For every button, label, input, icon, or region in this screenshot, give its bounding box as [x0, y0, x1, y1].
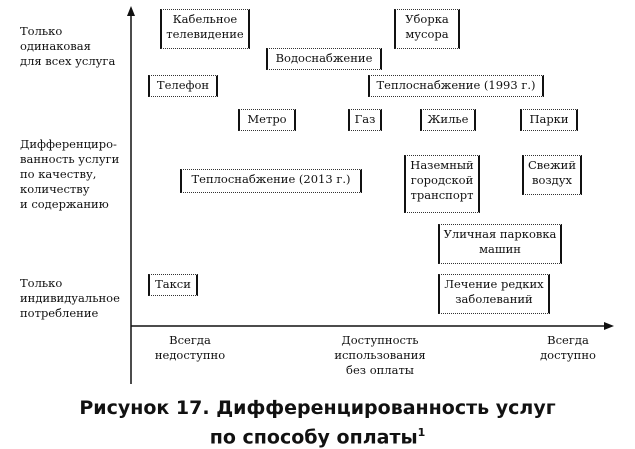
y-label-differentiated: Дифференциро- ванность услуги по качеству, количеству и содержанию — [20, 137, 120, 211]
figure-caption-line2 — [0, 421, 635, 449]
box-taxi: Такси — [148, 274, 198, 296]
x-label-never: Всегда недоступно — [154, 333, 226, 362]
box-water-supply: Водоснабжение — [266, 48, 382, 70]
x-axis — [131, 322, 614, 330]
box-heating-2013: Теплоснабжение (2013 г.) — [180, 169, 362, 193]
box-metro: Метро — [238, 109, 296, 131]
y-axis-arrow-icon — [127, 6, 135, 16]
box-rare-diseases: Лечение редких заболеваний — [438, 274, 550, 314]
x-label-always: Всегда доступно — [540, 333, 596, 362]
box-cable-tv: Кабельное телевидение — [160, 9, 250, 49]
box-garbage-collection: Уборка мусора — [394, 9, 460, 49]
box-street-parking: Уличная парковка машин — [438, 224, 562, 264]
box-telephone: Телефон — [148, 75, 218, 97]
box-parks: Парки — [520, 109, 578, 131]
figure-caption-text: по способу оплаты — [209, 426, 418, 449]
box-housing: Жилье — [420, 109, 476, 131]
footnote-mark: 1 — [417, 426, 426, 439]
x-axis-arrow-icon — [604, 322, 614, 330]
box-gas: Газ — [348, 109, 382, 131]
x-label-free-use: Доступность использования без оплаты — [334, 333, 426, 377]
box-heating-1993: Теплоснабжение (1993 г.) — [368, 75, 544, 97]
box-fresh-air: Свежий воздух — [522, 155, 582, 195]
y-axis — [127, 6, 135, 384]
y-label-uniform: Только одинаковая для всех услуга — [20, 24, 116, 68]
box-ground-transport: Наземный городской транспорт — [404, 155, 480, 213]
figure-caption-line1: Рисунок 17. Дифференцированность услуг — [79, 397, 556, 419]
y-label-individual: Только индивидуальное потребление — [20, 276, 120, 320]
